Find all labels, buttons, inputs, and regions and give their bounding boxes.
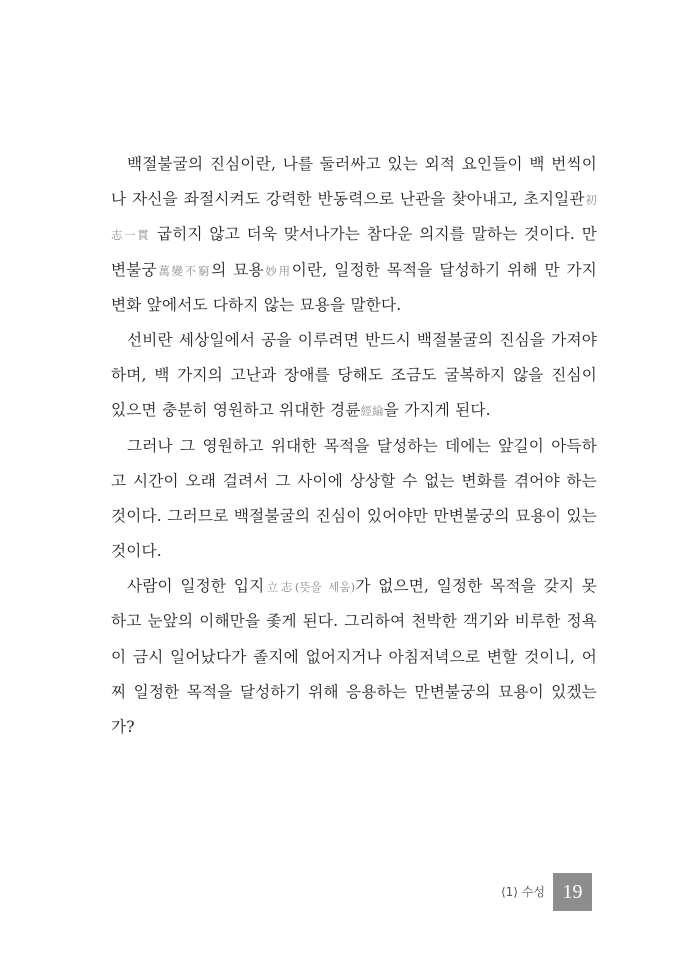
hanja-gloss: 萬變不窮 <box>156 263 212 278</box>
paragraph <box>111 429 597 570</box>
text-segment: 나 자신을 좌절시켜도 강력한 반동력으로 난관을 찾아내고, 초지일관 <box>111 190 585 209</box>
text-segment: 이란, 일정한 목적을 달성하기 위해 만 가지 <box>291 260 597 279</box>
text-segment: 것이다. 그러므로 백절불굴의 진심이 있어야만 만변불궁의 묘용이 있는 <box>111 506 597 525</box>
hanja-gloss: 志一貫 <box>111 228 151 243</box>
text-line <box>111 147 597 182</box>
text-segment: 하며, 백 가지의 고난과 장애를 당해도 조금도 굴복하지 않을 진심이 <box>111 366 597 385</box>
hanja-gloss: 妙用 <box>263 263 292 278</box>
text-segment: 변불궁 <box>111 260 157 279</box>
paragraph <box>111 323 597 429</box>
paragraph <box>111 147 597 323</box>
text-line <box>111 534 597 569</box>
text-line <box>111 499 597 534</box>
text-line <box>111 569 597 604</box>
text-line <box>111 393 597 428</box>
text-line <box>111 217 597 252</box>
text-segment: 을 가지게 된다. <box>383 401 491 420</box>
text-segment: 그러나 그 영원하고 위대한 목적을 달성하는 데에는 앞길이 아득하 <box>127 436 597 455</box>
text-segment: 백절불굴의 진심이란, 나를 둘러싸고 있는 외적 요인들이 백 번씩이 <box>127 155 597 173</box>
text-line <box>111 182 597 217</box>
text-line <box>111 288 597 323</box>
paragraph <box>111 569 597 745</box>
text-line <box>111 464 597 499</box>
text-line <box>111 358 597 393</box>
text-segment: 변화 앞에서도 다하지 않는 묘용을 말한다. <box>111 295 402 314</box>
text-line <box>111 640 597 675</box>
text-segment: 의 묘용 <box>211 260 264 279</box>
text-segment: 이 금시 일어났다가 졸지에 없어지거나 아침저녁으로 변할 것이니, 어 <box>111 647 597 666</box>
hanja-gloss: 經綸 <box>360 404 384 419</box>
text-segment: 굽히지 않고 더욱 맞서나가는 참다운 의지를 말하는 것이다. 만 <box>150 225 597 244</box>
text-line <box>111 604 597 639</box>
text-line <box>111 710 597 745</box>
text-line <box>111 675 597 710</box>
text-segment: 있으면 충분히 영원하고 위대한 경륜 <box>111 401 361 420</box>
text-segment: 가 없으면, 일정한 목적을 갖지 못 <box>355 577 597 596</box>
text-line <box>111 323 597 358</box>
hanja-gloss: 立志(뜻을 세움) <box>264 580 356 595</box>
text-segment: 찌 일정한 목적을 달성하기 위해 응용하는 만변불궁의 묘용이 있겠는 <box>111 682 597 701</box>
running-footer-section: ⟨1⟩ 수성 <box>501 885 545 899</box>
text-segment: 고 시간이 오래 걸려서 그 사이에 상상할 수 없는 변화를 겪어야 하는 <box>111 471 597 490</box>
text-segment: 선비란 세상일에서 공을 이루려면 반드시 백절불굴의 진심을 가져야 <box>127 330 597 349</box>
text-segment: 하고 눈앞의 이해만을 좇게 된다. 그리하여 천박한 객기와 비루한 정욕 <box>111 612 597 631</box>
text-segment: 것이다. <box>111 542 162 561</box>
page-number: 19 <box>553 873 592 911</box>
body-text <box>111 147 597 745</box>
hanja-gloss: 初 <box>584 193 597 208</box>
text-line <box>111 429 597 464</box>
text-segment: 사람이 일정한 입지 <box>127 577 265 596</box>
text-line <box>111 253 597 288</box>
text-segment: 가? <box>111 718 135 736</box>
